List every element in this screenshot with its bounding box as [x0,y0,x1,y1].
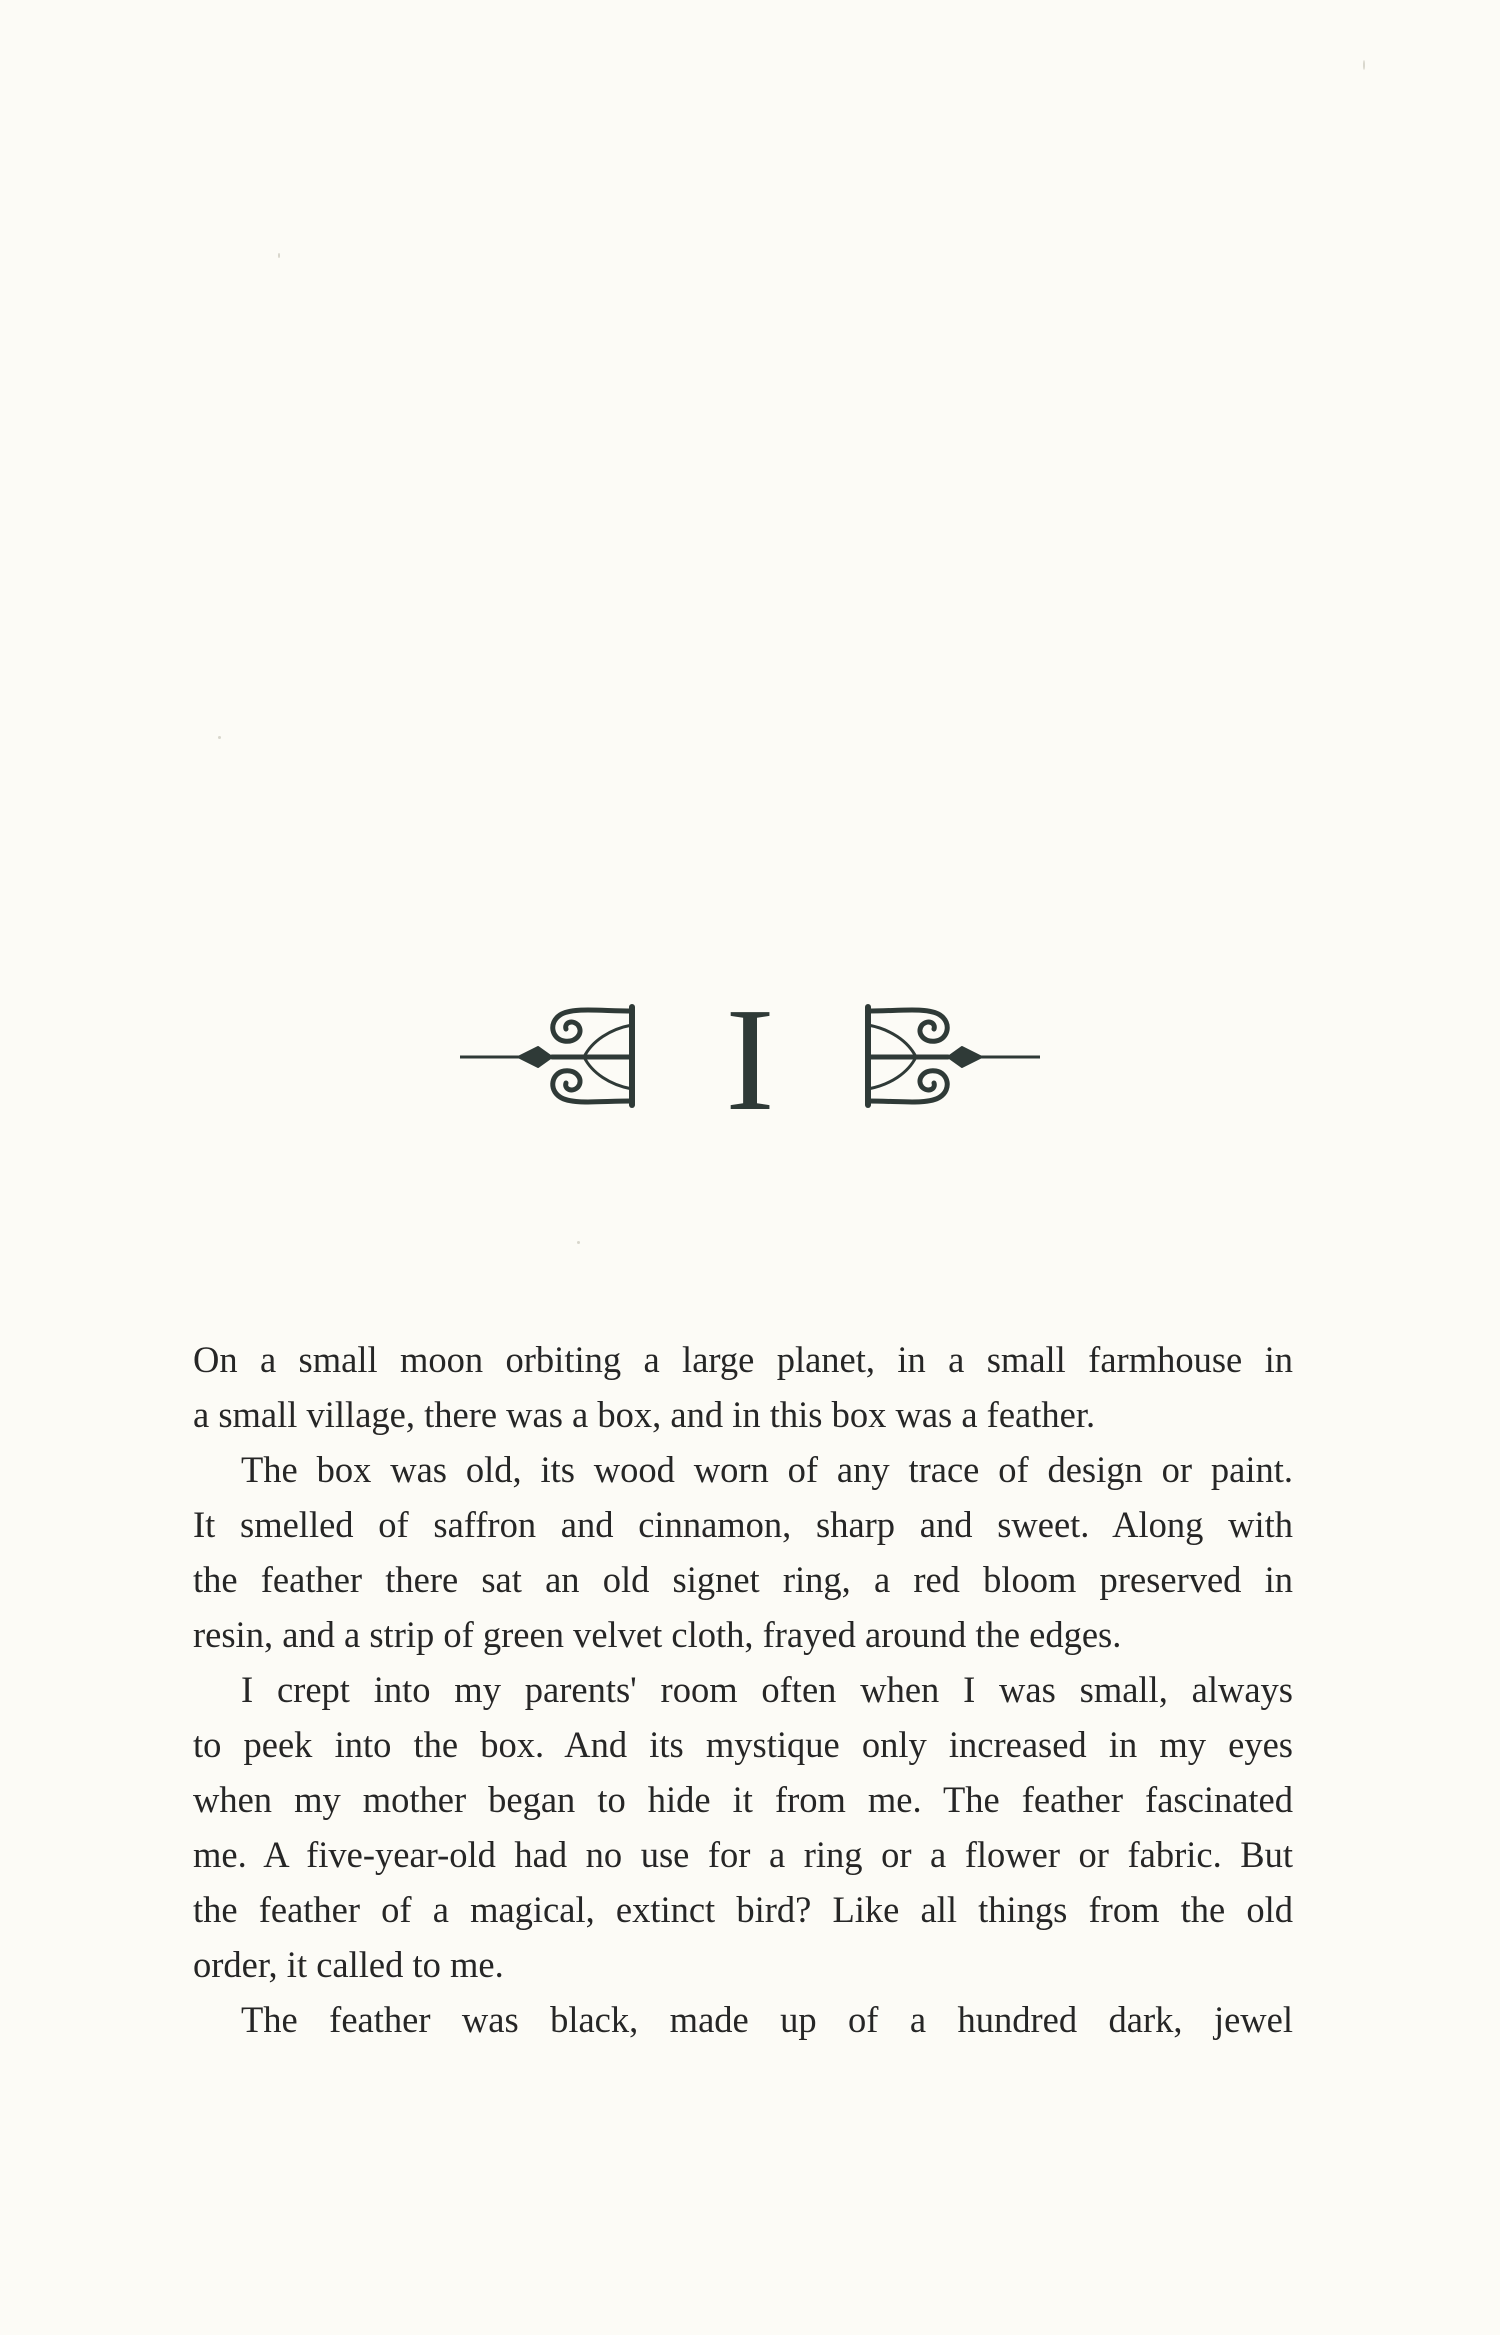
text-line: I crept into my parents' room often when I was small, always [241,1669,1293,1710]
text-line: order, it called to me. [193,1944,504,1985]
paper-speck [577,1241,580,1244]
text-line: The feather was black, made up of a hundred dark, jewel [241,1999,1293,2040]
text-line: me. A five-year-old had no use for a ring or a flower or fabric. But [193,1834,1293,1875]
paper-speck [1363,60,1365,70]
text-line: resin, and a strip of green velvet cloth, frayed around the edges. [193,1614,1122,1655]
text-line: The box was old, its wood worn of any trace of design or paint. [241,1449,1293,1490]
text-line: the feather of a magical, extinct bird? Like all things from the old [193,1889,1293,1930]
text-line: when my mother began to hide it from me. The feather fascinated [193,1779,1293,1820]
paper-speck [218,736,221,739]
chapter-body-text [193,1332,1293,2047]
text-line: On a small moon orbiting a large planet, in a small farmhouse in [193,1339,1293,1380]
text-line: the feather there sat an old signet ring, a red bloom preserved in [193,1559,1293,1600]
text-line: a small village, there was a box, and in this box was a feather. [193,1394,1096,1435]
text-line: It smelled of saffron and cinnamon, sharp and sweet. Along with [193,1504,1293,1545]
chapter-number: I [725,978,775,1142]
paper-speck [278,253,280,258]
text-line: to peek into the box. And its mystique only increased in my eyes [193,1724,1293,1765]
